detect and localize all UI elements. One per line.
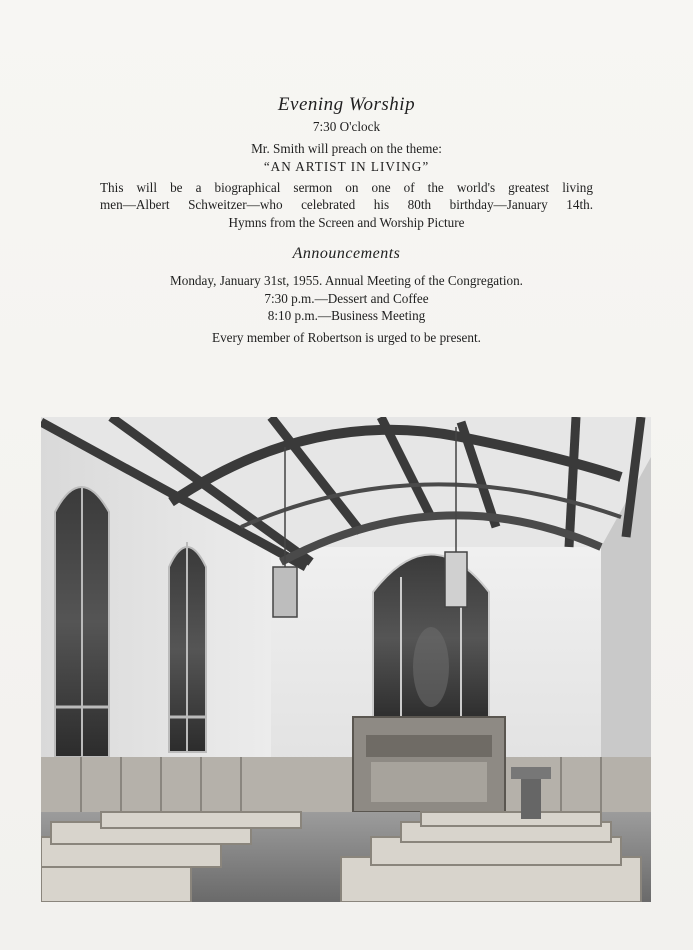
evening-worship-heading: Evening Worship [277,94,416,115]
announcements-heading: Announcements [292,245,401,262]
sermon-description-line-1: This will be a biographical sermon on one of the world's greatest living [100,180,593,195]
chancel-stained-glass-window [373,555,489,723]
evening-worship-time: 7:30 O'clock [312,119,381,134]
chapel-interior-photo [41,417,651,902]
sermon-description-line-2: men—Albert Schweitzer—who celebrated his 80th birthday—January 14th. [100,197,593,212]
annual-meeting-line: Monday, January 31st, 1955. Annual Meeting of the Congregation. [170,273,523,288]
dessert-line: 7:30 p.m.—Dessert and Coffee [264,291,429,306]
hymns-line: Hymns from the Screen and Worship Picture [228,215,465,230]
altar-reredos [353,717,505,812]
left-stained-glass-window [55,487,109,757]
preacher-line: Mr. Smith will preach on the theme: [251,141,442,156]
attendance-urge-line: Every member of Robertson is urged to be present. [212,330,481,345]
business-meeting-line: 8:10 p.m.—Business Meeting [267,308,426,323]
sermon-theme: “AN ARTIST IN LIVING” [263,159,430,174]
chapel-interior-illustration [41,417,651,902]
middle-stained-glass-window [169,542,206,752]
